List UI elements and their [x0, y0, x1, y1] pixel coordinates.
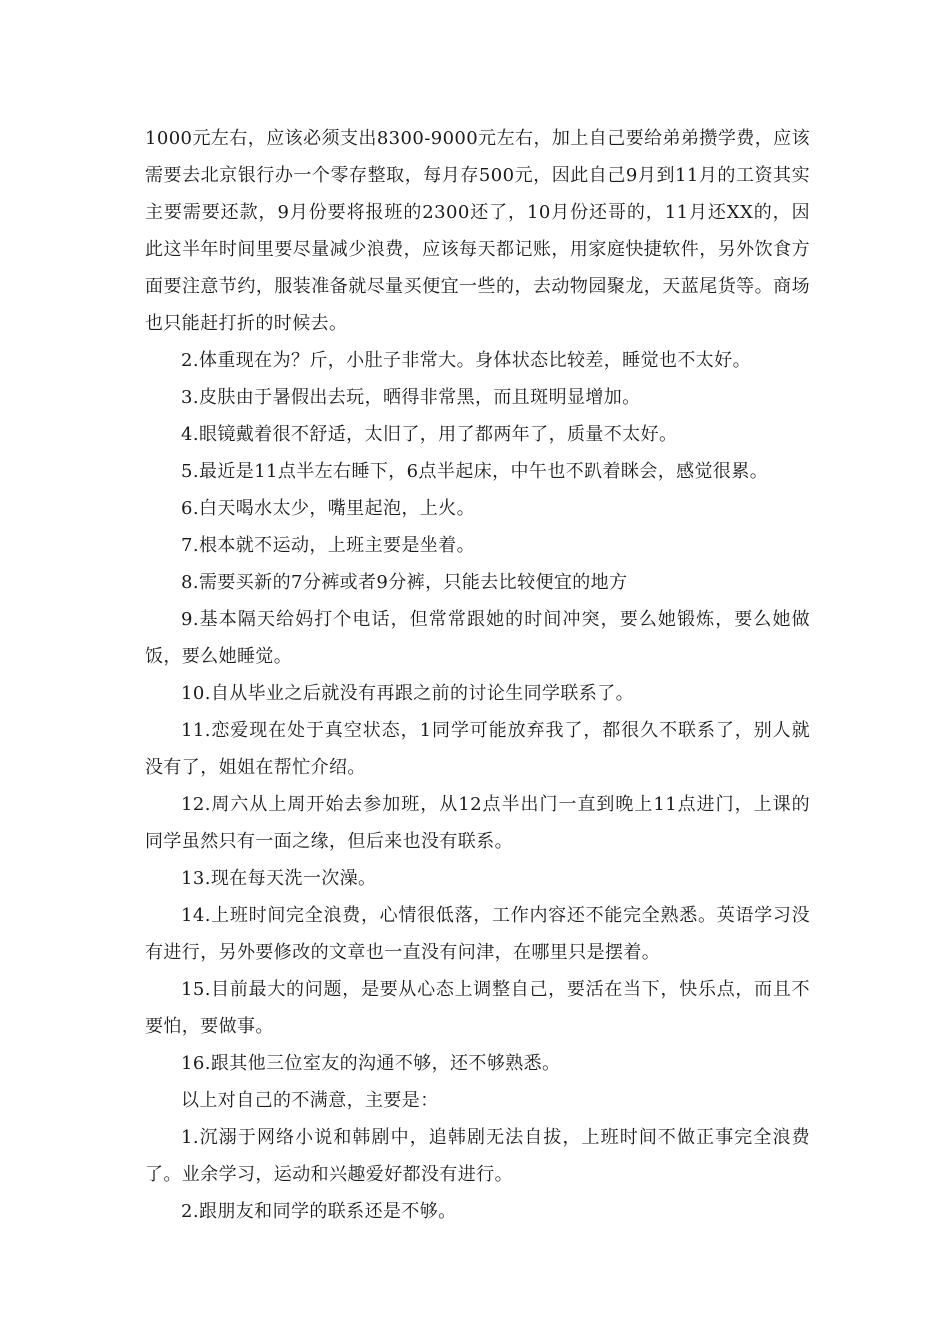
paragraph: 以上对自己的不满意，主要是： [181, 1090, 439, 1111]
paragraph: 11.恋爱现在处于真空状态，1同学可能放弃我了，都很久不联系了，别人就没有了，姐姐在帮忙介绍。 [145, 720, 810, 778]
paragraph: 2.体重现在为？斤，小肚子非常大。身体状态比较差，睡觉也不太好。 [181, 350, 751, 371]
paragraph: 2.跟朋友和同学的联系还是不够。 [181, 1201, 457, 1222]
paragraph: 9.基本隔天给妈打个电话，但常常跟她的时间冲突，要么她锻炼，要么她做饭，要么她睡觉。 [145, 609, 810, 667]
paragraph: 13.现在每天洗一次澡。 [181, 868, 377, 889]
paragraph: 3.皮肤由于暑假出去玩，晒得非常黑，而且斑明显增加。 [181, 387, 641, 408]
paragraph: 15.目前最大的问题，是要从心态上调整自己，要活在当下，快乐点，而且不要怕，要做事。 [145, 979, 810, 1037]
paragraph: 12.周六从上周开始去参加班，从12点半出门一直到晚上11点进门，上课的同学虽然只有一面之缘，但后来也没有联系。 [145, 794, 810, 852]
paragraph: 6.白天喝水太少，嘴里起泡，上火。 [181, 498, 475, 519]
paragraph: 1.沉溺于网络小说和韩剧中，追韩剧无法自拔，上班时间不做正事完全浪费了。业余学习，运动和兴趣爱好都没有进行。 [145, 1127, 810, 1185]
document-body [145, 120, 810, 1230]
paragraph: 7.根本就不运动，上班主要是坐着。 [181, 535, 475, 556]
paragraph: 10.自从毕业之后就没有再跟之前的讨论生同学联系了。 [181, 683, 635, 704]
paragraph: 4.眼镜戴着很不舒适，太旧了，用了都两年了，质量不太好。 [181, 424, 678, 445]
paragraph: 5.最近是11点半左右睡下，6点半起床，中午也不趴着眯会，感觉很累。 [181, 461, 769, 482]
paragraph: 16.跟其他三位室友的沟通不够，还不够熟悉。 [181, 1053, 561, 1074]
paragraph: 1000元左右，应该必须支出8300-9000元左右，加上自己要给弟弟攒学费，应该需要去北京银行办一个零存整取，每月存500元，因此自己9月到11月的工资其实主要需要还款，9月份要将报班的2300还了，10月份还哥的，11月还XX的，因此这半年时间里要尽量减少浪费，应该每天都记账，用家庭快捷软件，另外饮食方面要注意节约，服装准备就尽量买便宜一些的，去动物园聚龙，天蓝尾货等。商场也只能赶打折的时候去。 [145, 128, 810, 334]
paragraph: 8.需要买新的7分裤或者9分裤，只能去比较便宜的地方 [181, 572, 628, 593]
paragraph: 14.上班时间完全浪费，心情很低落，工作内容还不能完全熟悉。英语学习没有进行，另外要修改的文章也一直没有问津，在哪里只是摆着。 [145, 905, 810, 963]
